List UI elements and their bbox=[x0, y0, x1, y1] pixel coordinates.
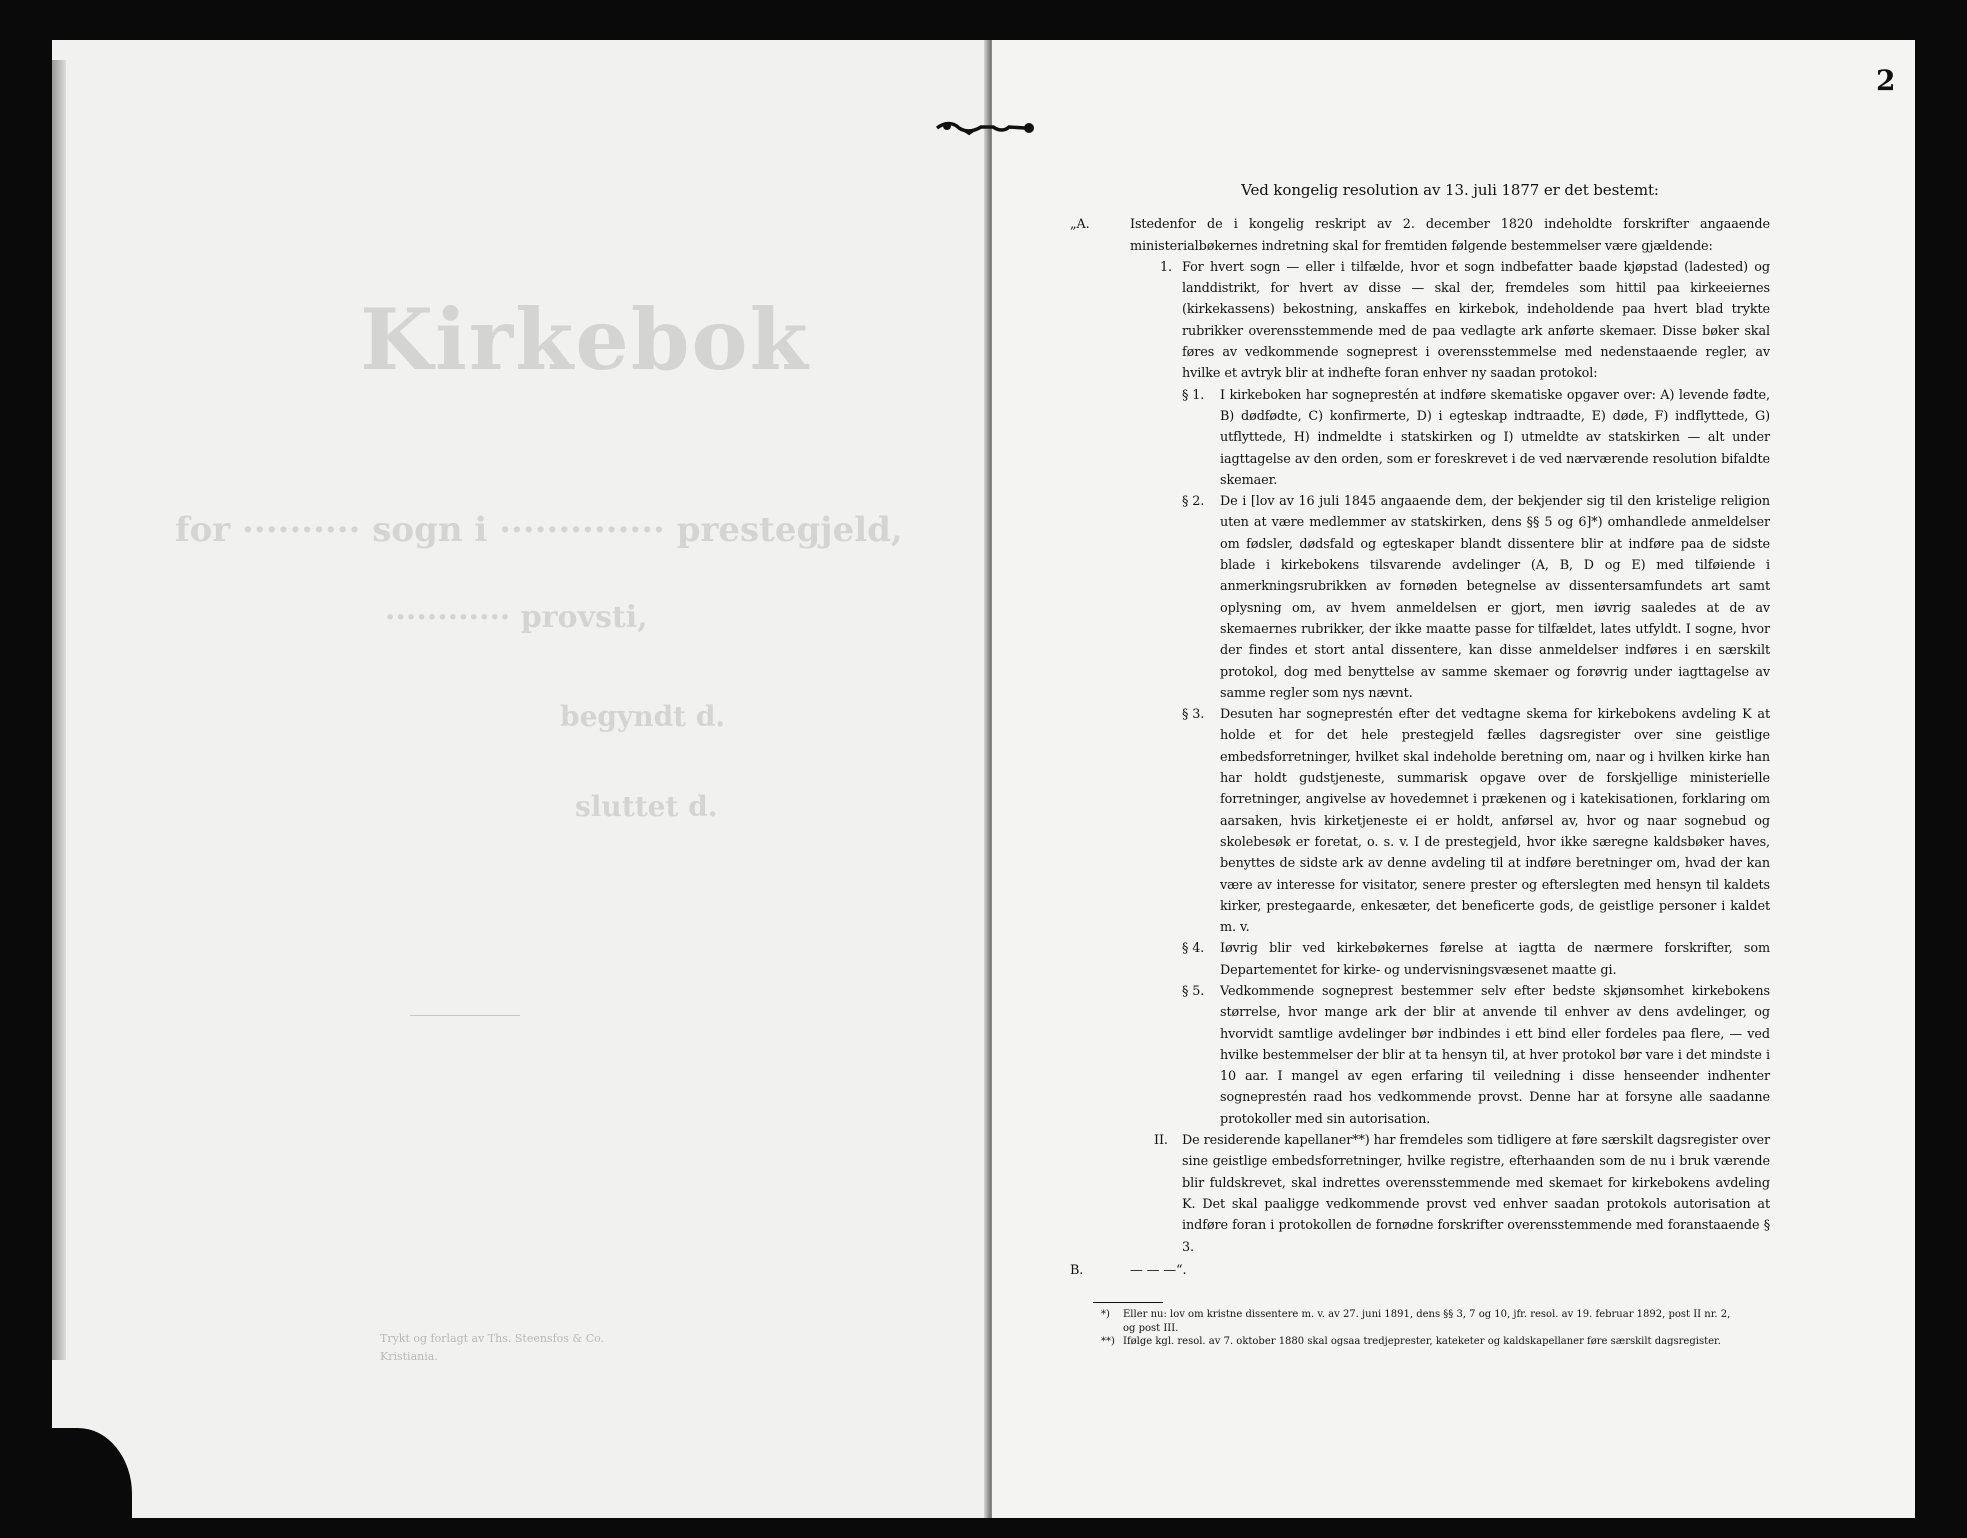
paragraph-5 bbox=[1182, 981, 1770, 1130]
footnote-text: Ifølge kgl. resol. av 7. oktober 1880 skal ogsaa tredjeprester, kateketer og kaldskapellaner føre særskilt dagsregister. bbox=[1123, 1336, 1721, 1347]
section-a-intro: Istedenfor de i kongelig reskript av 2. december 1820 indeholdte forskrifter angaaende ministerialbøkernes indretning skal for fremtiden følgende bestemmelser være gjældende: bbox=[1130, 217, 1770, 254]
footnote bbox=[1093, 1308, 1745, 1335]
show-through-rule bbox=[410, 1015, 520, 1016]
paragraph-label: § 1. bbox=[1182, 387, 1205, 403]
ornament-icon bbox=[935, 118, 1040, 138]
item-label: II. bbox=[1154, 1133, 1168, 1149]
paragraph-3 bbox=[1182, 704, 1770, 938]
item-2 bbox=[1130, 1130, 1770, 1258]
paragraph-1 bbox=[1182, 385, 1770, 491]
paragraph-text: Iøvrig blir ved kirkebøkernes førelse at iagtta de nærmere forskrifter, som Departementet for kirke- og undervisningsvæsenet maatte gi. bbox=[1220, 941, 1770, 978]
paragraph-text: Vedkommende sogneprest bestemmer selv efter bedste skjønsomhet kirkebokens størrelse, hvor mange ark der blir at anvende til enhver av dens avdelinger, og hvorvidt samtlige avdelinger bør indbindes i ett bind eller fordeles paa flere, — ved hvilke bestemmelser der blir at ta hensyn til, at hver protokol bør vare i det mindste i 10 aar. I mangel av egen erfaring til veiledning i disse henseender indhenter sogneprestén raad hos vedkommende provst. Denne har at forsyne alle saadanne protokoller med sin autorisation. bbox=[1220, 983, 1770, 1127]
page-edge-strip bbox=[52, 60, 66, 1360]
section-a bbox=[1070, 214, 1770, 1258]
show-through-line: begyndt d. bbox=[560, 700, 726, 733]
item-1 bbox=[1130, 257, 1770, 1130]
footnote bbox=[1093, 1335, 1745, 1349]
item-1-text: For hvert sogn — eller i tilfælde, hvor et sogn indbefatter baade kjøpstad (ladested) og landdistrikt, for hvert av disse — skal der, fremdeles som hittil paa kirkeeiernes (kirkekassens) bekostning, anskaffes en kirkebok, indeholdende paa hvert blad trykte rubrikker overensstemmende med de paa vedlagte ark anførte skemaer. Disse bøker skal føres av vedkommende sogneprest i overensstemmelse med nedenstaaende regler, av hvilke et avtryk blir at indhefte foran enhver ny saadan protokol: bbox=[1182, 259, 1770, 382]
show-through-imprint: Trykt og forlagt av Ths. Steensfos & Co. Kristiania. bbox=[380, 1332, 605, 1363]
show-through-line: ············ provsti, bbox=[385, 600, 648, 635]
footnote-text: Eller nu: lov om kristne dissentere m. v. av 27. juni 1891, dens §§ 3, 7 og 10, jfr. resol. av 19. februar 1892, post II nr. 2, og post III. bbox=[1123, 1309, 1731, 1334]
item-label: 1. bbox=[1160, 259, 1173, 275]
paragraph-4 bbox=[1182, 938, 1770, 981]
show-through-line: for ·········· sogn i ·············· prestegjeld, bbox=[175, 510, 903, 550]
paragraph-text: Desuten har sogneprestén efter det vedtagne skema for kirkebokens avdeling K at holde et for det hele prestegjeld fælles dagsregister over sine geistlige embedsforretninger, hvilket skal indeholde beretning om, naar og i hvilken kirke han har holdt gudstjeneste, summarisk opgave over de forskjellige ministerielle forretninger, angivelse av hovedemnet i prækenen og i katekisationen, forklaring om aarsaken, hvis kirketjeneste ei er holdt, anførsel av, hvor og naar sognebud og skolebesøk er foretat, o. s. v. I de prestegjeld, hvor ikke særegne kaldsbøker haves, benyttes de sidste ark av denne avdeling til at indføre beretninger om, hvad der kan være av interesse for visitator, senere prester og efterslegten med hensyn til kaldets kirker, prestegaarde, enkesæter, det beneficerte gods, de geistlige personer i kaldet m. v. bbox=[1220, 707, 1770, 936]
section-b bbox=[1070, 1260, 1770, 1281]
paragraph-text: De i [lov av 16 juli 1845 angaaende dem, der bekjender sig til den kristelige religion uten at være medlemmer av statskirken, dens §§ 5 og 6]*) omhandlede anmeldelser om fødsler, dødsfald og egteskaper blandt dissentere blir at indføre paa de sidste blade i kirkebokens tilsvarende avdelinger (A, B, D og E) med tilføiende i anmerkningsrubrikken av fornøden betegnelse av dissentersamfundets art samt oplysning om, av hvem anmeldelsen er gjort, men iøvrig saaledes at de av skemaernes rubrikker, der ikke maatte passe for tilfældet, lates utfyldt. I sogne, hvor der findes et stort antal dissentere, kan disse anmeldelser indføres i en særskilt protokol, dog med benyttelse av samme skemaer og forøvrig under iagttagelse av samme regler som nys nævnt. bbox=[1220, 494, 1770, 701]
show-through-title: Kirkebok bbox=[360, 290, 810, 389]
damaged-corner bbox=[42, 1428, 132, 1538]
paragraph-label: § 2. bbox=[1182, 494, 1205, 510]
regulation-text bbox=[1070, 180, 1770, 1281]
section-label: B. bbox=[1070, 1262, 1084, 1278]
paragraph-2 bbox=[1182, 491, 1770, 704]
footnote-marker: *) bbox=[1101, 1309, 1110, 1320]
footnote-rule bbox=[1093, 1302, 1163, 1303]
page-number: 2 bbox=[1876, 64, 1896, 97]
paragraph-label: § 4. bbox=[1182, 941, 1205, 957]
footnote-marker: **) bbox=[1101, 1336, 1115, 1347]
section-label: „A. bbox=[1070, 217, 1090, 233]
paragraph-text: I kirkeboken har sogneprestén at indføre skematiske opgaver over: A) levende fødte, B) dødfødte, C) konfirmerte, D) i egteskap indtraadte, E) døde, F) indflyttede, G) utflyttede, H) indmeldte i statskirken og I) utmeldte av statskirken — alt under iagttagelse av den orden, som er foreskrevet i de ved nærværende resolution bifaldte skemaer. bbox=[1220, 387, 1770, 488]
show-through-line: sluttet d. bbox=[575, 790, 718, 823]
paragraph-label: § 5. bbox=[1182, 983, 1205, 999]
left-page bbox=[52, 40, 990, 1518]
document-heading: Ved kongelig resolution av 13. juli 1877 er det bestemt: bbox=[1241, 181, 1659, 199]
paragraph-label: § 3. bbox=[1182, 707, 1205, 723]
footnotes bbox=[1093, 1302, 1745, 1349]
item-2-text: De residerende kapellaner**) har fremdeles som tidligere at føre særskilt dagsregister over sine geistlige embedsforretninger, hvilke registre, efterhaanden som de nu i bruk værende blir fuldskrevet, skal indrettes overensstemmende med skemaet for kirkebokens avdeling K. Det skal paaligge vedkommende provst ved enhver saadan protokols autorisation at indføre foran i protokollen de fornødne forskrifter overensstemmende med foranstaaende § 3. bbox=[1182, 1133, 1770, 1255]
section-b-text: — — —“. bbox=[1130, 1262, 1187, 1278]
